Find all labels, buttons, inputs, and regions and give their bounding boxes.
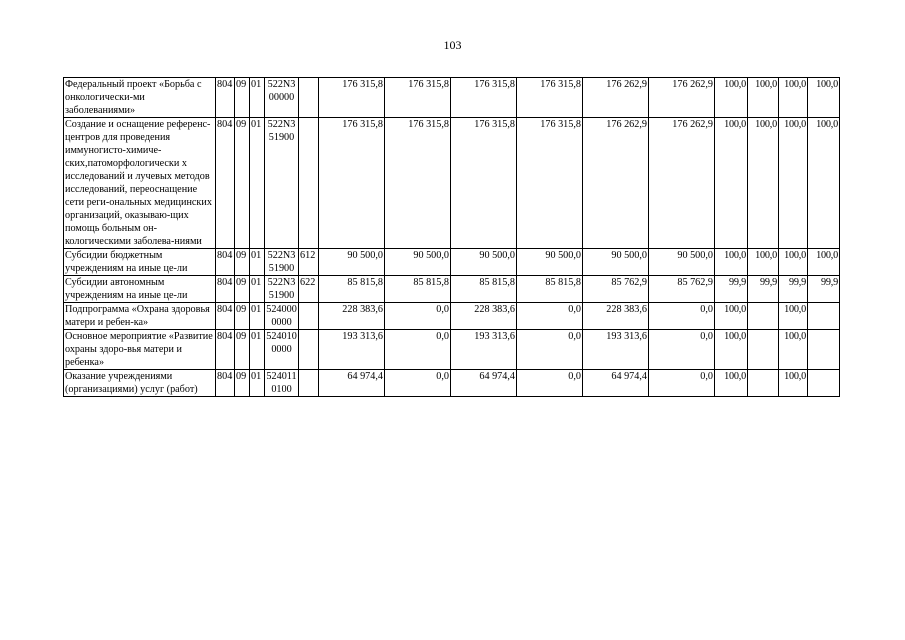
code-target-article: 5240110100 [266, 371, 297, 395]
percent-4 [808, 303, 840, 330]
percent-3: 99,9 [779, 276, 808, 303]
value-4: 176 315,8 [517, 118, 583, 249]
percent-1: 100,0 [715, 118, 748, 249]
row-name: Создание и оснащение референс-центров для проведения иммуногисто-химиче-ских,патоморфологически х исследований и лучевых методов исследований, переоснащение сети реги-ональных медицинских организаций, оказываю-щих помощь больным он-кологическими заболева-ниями [64, 118, 216, 249]
percent-3: 100,0 [779, 118, 808, 249]
value-4: 0,0 [517, 330, 583, 370]
code-ministry: 804 [216, 78, 235, 118]
value-1: 64 974,4 [319, 370, 385, 397]
code-ministry: 804 [216, 370, 235, 397]
code-ministry: 804 [216, 249, 235, 276]
value-6: 0,0 [649, 303, 715, 330]
code-ministry: 804 [216, 330, 235, 370]
code-subsection: 01 [250, 303, 265, 330]
percent-2: 100,0 [748, 78, 779, 118]
value-3: 228 383,6 [451, 303, 517, 330]
value-6: 90 500,0 [649, 249, 715, 276]
value-3: 64 974,4 [451, 370, 517, 397]
code-expense-type [299, 118, 319, 249]
code-expense-type [299, 78, 319, 118]
value-1: 176 315,8 [319, 78, 385, 118]
value-2: 85 815,8 [385, 276, 451, 303]
value-5: 193 313,6 [583, 330, 649, 370]
percent-1: 100,0 [715, 303, 748, 330]
value-5: 90 500,0 [583, 249, 649, 276]
value-3: 176 315,8 [451, 78, 517, 118]
code-target-article: 5240100000 [265, 330, 299, 370]
row-name: Федеральный проект «Борьба с онкологически-ми заболеваниями» [64, 78, 216, 118]
value-5: 176 262,9 [583, 118, 649, 249]
value-6: 0,0 [649, 330, 715, 370]
table-row [64, 78, 840, 118]
value-2: 0,0 [385, 303, 451, 330]
percent-2 [748, 303, 779, 330]
percent-2: 100,0 [748, 249, 779, 276]
value-3: 176 315,8 [451, 118, 517, 249]
value-6: 176 262,9 [649, 118, 715, 249]
code-expense-type: 622 [299, 276, 319, 303]
code-subsection: 01 [250, 276, 265, 303]
value-1: 85 815,8 [319, 276, 385, 303]
percent-1: 100,0 [715, 330, 748, 370]
percent-3: 100,0 [779, 370, 808, 397]
code-expense-type: 612 [299, 249, 319, 276]
code-target-article: 5240000000 [266, 304, 297, 328]
table-row [64, 370, 840, 397]
value-1: 193 313,6 [319, 330, 385, 370]
code-section: 09 [235, 303, 250, 330]
table-row [64, 303, 840, 330]
value-1: 228 383,6 [319, 303, 385, 330]
percent-4: 100,0 [808, 78, 840, 118]
row-name: Основное мероприятие «Развитие охраны здоро-вья матери и ребенка» [64, 330, 216, 370]
percent-1: 100,0 [715, 78, 748, 118]
value-1: 90 500,0 [319, 249, 385, 276]
percent-2 [748, 330, 779, 370]
code-subsection: 01 [250, 330, 265, 370]
code-section: 09 [235, 330, 250, 370]
page-number: 103 [443, 38, 462, 52]
percent-4 [808, 370, 840, 397]
percent-3: 100,0 [779, 303, 808, 330]
value-6: 0,0 [649, 370, 715, 397]
value-2: 0,0 [385, 330, 451, 370]
code-section: 09 [235, 276, 250, 303]
percent-1: 99,9 [715, 276, 748, 303]
value-4: 0,0 [517, 370, 583, 397]
value-3: 90 500,0 [451, 249, 517, 276]
value-1: 176 315,8 [319, 118, 385, 249]
value-4: 0,0 [517, 303, 583, 330]
code-expense-type [299, 370, 319, 397]
percent-1: 100,0 [715, 370, 748, 397]
table-row [64, 249, 840, 276]
row-name: Подпрограмма «Охрана здоровья матери и ребен-ка» [64, 303, 216, 330]
code-section: 09 [235, 78, 250, 118]
value-5: 64 974,4 [583, 370, 649, 397]
code-subsection: 01 [250, 78, 265, 118]
code-ministry: 804 [216, 118, 235, 249]
code-expense-type [299, 330, 319, 370]
percent-3: 100,0 [779, 330, 808, 370]
value-2: 176 315,8 [385, 78, 451, 118]
code-target-article: 522N351900 [265, 276, 299, 303]
percent-3: 100,0 [779, 78, 808, 118]
code-target-article: 522N351900 [265, 249, 299, 276]
value-3: 193 313,6 [451, 330, 517, 370]
percent-4: 100,0 [808, 249, 840, 276]
value-6: 85 762,9 [649, 276, 715, 303]
value-3: 85 815,8 [451, 276, 517, 303]
percent-4: 99,9 [808, 276, 840, 303]
code-target-article: 522N351900 [265, 118, 299, 249]
code-subsection: 01 [250, 118, 265, 249]
code-expense-type [299, 303, 319, 330]
value-5: 176 262,9 [583, 78, 649, 118]
percent-1: 100,0 [715, 249, 748, 276]
value-2: 90 500,0 [385, 249, 451, 276]
row-name: Оказание учреждениями (организациями) услуг (работ) [64, 370, 216, 397]
percent-4 [808, 330, 840, 370]
value-2: 0,0 [385, 370, 451, 397]
code-subsection: 01 [250, 370, 265, 397]
value-4: 85 815,8 [517, 276, 583, 303]
code-section: 09 [235, 370, 250, 397]
percent-2: 100,0 [748, 118, 779, 249]
code-subsection: 01 [250, 249, 265, 276]
budget-table [63, 77, 840, 397]
percent-4: 100,0 [808, 118, 840, 249]
code-section: 09 [235, 118, 250, 249]
row-name: Субсидии бюджетным учреждениям на иные це-ли [64, 249, 216, 276]
table-row [64, 276, 840, 303]
percent-3: 100,0 [779, 249, 808, 276]
percent-2: 99,9 [748, 276, 779, 303]
value-4: 176 315,8 [517, 78, 583, 118]
code-section: 09 [235, 249, 250, 276]
code-target-article: 522N300000 [265, 78, 299, 118]
value-5: 228 383,6 [583, 303, 649, 330]
table-body [64, 78, 840, 397]
value-2: 176 315,8 [385, 118, 451, 249]
table-row [64, 118, 840, 249]
code-ministry: 804 [216, 276, 235, 303]
value-6: 176 262,9 [649, 78, 715, 118]
table-row [64, 330, 840, 370]
value-5: 85 762,9 [583, 276, 649, 303]
value-4: 90 500,0 [517, 249, 583, 276]
percent-2 [748, 370, 779, 397]
row-name: Субсидии автономным учреждениям на иные це-ли [64, 276, 216, 303]
code-ministry: 804 [216, 303, 235, 330]
